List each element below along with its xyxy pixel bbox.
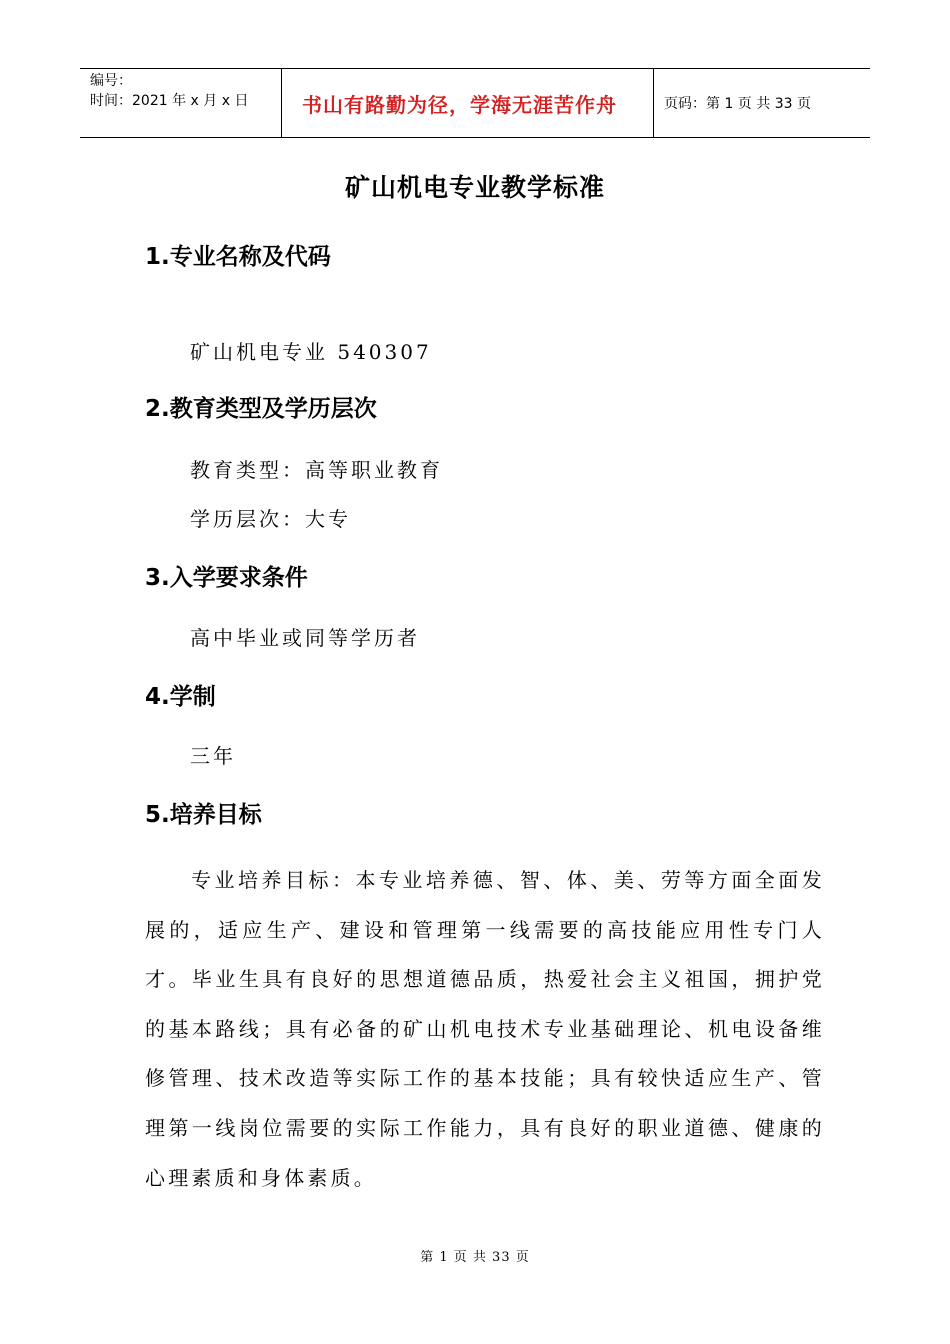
section-heading-4: 4.学制 xyxy=(145,684,216,710)
section-heading-1: 1.专业名称及代码 xyxy=(145,244,331,270)
header-page-info: 页码：第 1 页 共 33 页 xyxy=(664,96,811,112)
section-1-line: 矿山机电专业 540307 xyxy=(190,340,432,364)
document-number-label: 编号： xyxy=(90,73,132,89)
header-motto: 书山有路勤为径，学海无涯苦作舟 xyxy=(302,92,617,117)
section-heading-2: 2.教育类型及学历层次 xyxy=(145,396,377,422)
section-2-line-1: 教育类型：高等职业教育 xyxy=(190,458,443,482)
section-heading-5: 5.培养目标 xyxy=(145,802,262,828)
header-motto-cell xyxy=(282,69,654,137)
section-heading-3: 3.入学要求条件 xyxy=(145,565,308,591)
page-footer: 第 1 页 共 33 页 xyxy=(420,1250,530,1265)
section-4-line: 三年 xyxy=(190,744,236,768)
document-title: 矿山机电专业教学标准 xyxy=(344,173,605,202)
section-3-line: 高中毕业或同等学历者 xyxy=(190,626,420,650)
section-5-paragraph: 专业培养目标：本专业培养德、智、体、美、劳等方面全面发展的，适应生产、建设和管理第一线需要的高技能应用性专门人才。毕业生具有良好的思想道德品质，热爱社会主义祖国，拥护党的基本路线；具有必备的矿山机电技术专业基础理论、机电设备维修管理、技术改造等实际工作的基本技能；具有较快适应生产、管理第一线岗位需要的实际工作能力，具有良好的职业道德、健康的心理素质和身体素质。 xyxy=(145,868,825,1190)
document-time-label: 时间：2021 年 x 月 x 日 xyxy=(90,93,249,109)
page-header xyxy=(80,68,870,138)
section-2-line-2: 学历层次：大专 xyxy=(190,507,351,531)
header-meta xyxy=(80,69,282,137)
